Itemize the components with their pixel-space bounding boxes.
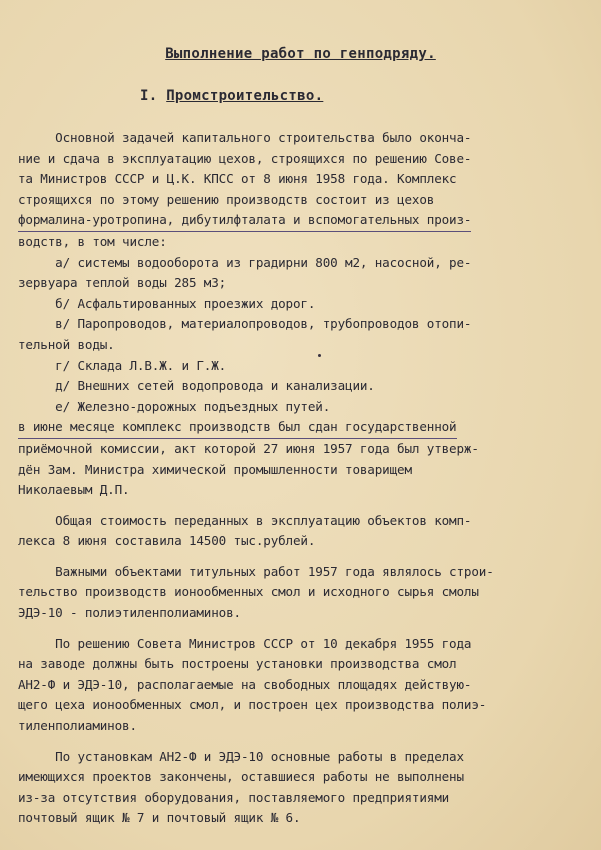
text-line: лекса 8 июня составила 14500 тыс.рублей. <box>18 533 316 549</box>
document-body <box>18 128 578 829</box>
text-line: Важными объектами титульных работ 1957 года являлось строи- <box>18 563 494 579</box>
document-title: Выполнение работ по генподряду. <box>165 46 436 62</box>
paragraph-gap <box>18 624 578 634</box>
paragraph-gap <box>18 501 578 511</box>
text-line: По решению Совета Министров СССР от 10 декабря 1955 года <box>18 635 472 651</box>
text-line: зервуара теплой воды 285 м3; <box>18 275 227 291</box>
text-line: из-за отсутствия оборудования, поставляемого предприятиями <box>18 789 450 805</box>
text-line: приёмочной комиссии, акт которой 27 июня 1957 года был утверж- <box>18 440 479 456</box>
text-line: д/ Внешних сетей водопровода и канализации. <box>18 378 375 394</box>
paragraph-gap <box>18 552 578 562</box>
text-line: Николаевым Д.П. <box>18 482 130 498</box>
text-line: б/ Асфальтированных проезжих дорог. <box>18 295 316 311</box>
text-line: щего цеха ионообменных смол, и построен цех производства полиэ- <box>18 697 487 713</box>
text-line: почтовый ящик № 7 и почтовый ящик № 6. <box>18 810 301 826</box>
text-line: дён Зам. Министра химической промышленности товарищем <box>18 461 412 477</box>
text-line: имеющихся проектов закончены, оставшиеся работы не выполнены <box>18 769 464 785</box>
text-line: е/ Железно-дорожных подъездных путей. <box>18 398 331 414</box>
text-line: г/ Склада Л.В.Ж. и Г.Ж. <box>18 357 227 373</box>
text-line: Основной задачей капитального строительства было оконча- <box>18 130 472 145</box>
text-line: строящихся по этому решению производств состоит из цехов <box>18 191 435 207</box>
text-line: в июне месяце комплекс производств был сдан государственной <box>18 417 457 439</box>
text-line: та Министров СССР и Ц.К. КПСС от 8 июня 1958 года. Комплекс <box>18 171 457 187</box>
text-line: ЭДЭ-10 - полиэтиленполиаминов. <box>18 605 241 621</box>
text-line: По установкам АН2-Ф и ЭДЭ-10 основные работы в пределах <box>18 748 464 764</box>
text-line: ние и сдача в эксплуатацию цехов, строящихся по решению Сове- <box>18 150 472 166</box>
text-line: тиленполиаминов. <box>18 718 137 734</box>
ink-dot <box>318 354 321 357</box>
text-line: на заводе должны быть построены установки производства смол <box>18 656 457 672</box>
section-heading <box>140 88 323 104</box>
section-number: I. <box>140 88 158 104</box>
text-line: Общая стоимость переданных в эксплуатацию объектов комп- <box>18 512 472 528</box>
text-line: тельство производств ионообменных смол и исходного сырья смолы <box>18 584 479 600</box>
text-line: тельной воды. <box>18 336 115 352</box>
text-line: а/ системы водооборота из градирни 800 м2, насосной, ре- <box>18 254 472 270</box>
section-title: Промстроительство. <box>166 88 324 104</box>
text-line: АН2-Ф и ЭДЭ-10, располагаемые на свободных площадях действую- <box>18 676 472 692</box>
text-line: формалина-уротропина, дибутилфталата и вспомогательных произ- <box>18 210 471 232</box>
paragraph-gap <box>18 737 578 747</box>
text-line: в/ Паропроводов, материалопроводов, трубопроводов отопи- <box>18 316 472 332</box>
text-line: водств, в том числе: <box>18 233 167 249</box>
